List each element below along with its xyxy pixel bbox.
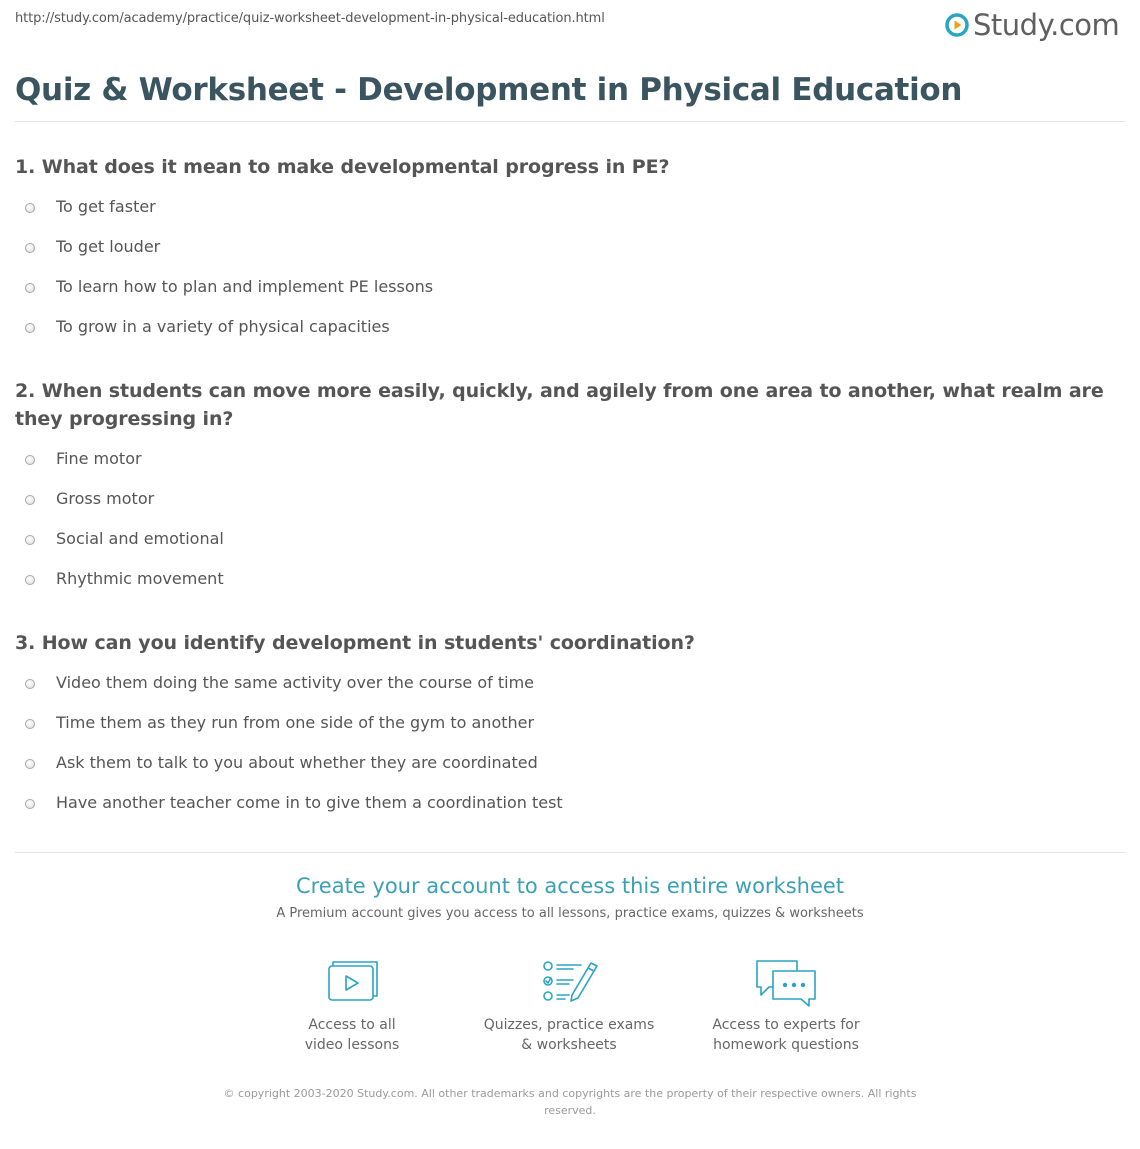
feature-video-lessons xyxy=(262,957,442,1055)
radio-button[interactable] xyxy=(25,719,35,729)
answer-option[interactable] xyxy=(15,753,1105,793)
radio-button[interactable] xyxy=(25,759,35,769)
radio-button[interactable] xyxy=(25,283,35,293)
question-text: 1. What does it mean to make developmental progress in PE? xyxy=(15,156,670,178)
answer-option[interactable] xyxy=(15,277,1105,317)
radio-button[interactable] xyxy=(25,679,35,689)
logo-wordmark: Study.com xyxy=(973,8,1120,42)
question-1 xyxy=(15,153,1105,357)
answer-label: Ask them to talk to you about whether they are coordinated xyxy=(56,753,538,772)
copyright-line: reserved. xyxy=(544,1104,596,1117)
answer-label: To get louder xyxy=(56,237,161,256)
radio-button[interactable] xyxy=(25,535,35,545)
answer-option[interactable] xyxy=(15,673,1105,713)
feature-text-line: Access to experts for xyxy=(712,1017,860,1033)
radio-button[interactable] xyxy=(25,575,35,585)
answer-option[interactable] xyxy=(15,489,1105,529)
question-3 xyxy=(15,629,1105,833)
play-circle-icon xyxy=(945,13,969,37)
question-text: 2. When students can move more easily, quickly, and agilely from one area to another, what realm are they progressing in? xyxy=(15,380,1104,430)
answer-option[interactable] xyxy=(15,793,1105,833)
feature-text-line: Quizzes, practice exams xyxy=(483,1017,655,1033)
radio-button[interactable] xyxy=(25,243,35,253)
answer-options xyxy=(15,197,1105,357)
answer-label: Time them as they run from one side of the gym to another xyxy=(56,713,535,732)
radio-button[interactable] xyxy=(25,495,35,505)
study-logo[interactable] xyxy=(945,8,1119,42)
feature-quizzes xyxy=(479,957,659,1055)
answer-option[interactable] xyxy=(15,449,1105,489)
feature-text-line: homework questions xyxy=(713,1037,859,1053)
feature-text-line: & worksheets xyxy=(521,1037,617,1053)
answer-label: Have another teacher come in to give them a coordination test xyxy=(56,793,563,812)
cta-subtitle: A Premium account gives you access to all lessons, practice exams, quizzes & worksheets xyxy=(276,906,864,921)
radio-button[interactable] xyxy=(25,203,35,213)
answer-option[interactable] xyxy=(15,569,1105,609)
copyright-footer xyxy=(215,1085,925,1119)
feature-text-line: video lessons xyxy=(304,1037,400,1053)
question-text: 3. How can you identify development in students' coordination? xyxy=(15,632,695,654)
answer-label: Social and emotional xyxy=(56,529,224,548)
radio-button[interactable] xyxy=(25,455,35,465)
title-divider xyxy=(15,121,1125,122)
answer-label: To learn how to plan and implement PE lessons xyxy=(56,277,434,296)
page-url: http://study.com/academy/practice/quiz-worksheet-development-in-physical-education.html xyxy=(15,11,605,26)
answer-option[interactable] xyxy=(15,237,1105,277)
answer-option[interactable] xyxy=(15,713,1105,753)
chat-bubbles-icon xyxy=(753,957,819,1007)
answer-label: Gross motor xyxy=(56,489,155,508)
answer-options xyxy=(15,449,1105,609)
answer-label: To get faster xyxy=(56,197,156,216)
answer-label: Fine motor xyxy=(56,449,142,468)
radio-button[interactable] xyxy=(25,323,35,333)
answer-option[interactable] xyxy=(15,197,1105,237)
feature-experts xyxy=(696,957,876,1055)
answer-option[interactable] xyxy=(15,529,1105,569)
page-title: Quiz & Worksheet - Development in Physical Education xyxy=(15,72,963,108)
answer-options xyxy=(15,673,1105,833)
cta-title-link[interactable]: Create your account to access this entire worksheet xyxy=(295,874,845,898)
copyright-line: © copyright 2003-2020 Study.com. All other trademarks and copyrights are the property of their respective owners. All rights xyxy=(223,1087,917,1100)
radio-button[interactable] xyxy=(25,799,35,809)
answer-label: Video them doing the same activity over the course of time xyxy=(56,673,535,692)
answer-label: To grow in a variety of physical capacities xyxy=(56,317,390,336)
section-divider xyxy=(15,852,1125,853)
quiz-checklist-icon xyxy=(539,957,599,1007)
question-2 xyxy=(15,377,1105,609)
video-lesson-icon xyxy=(325,957,379,1007)
answer-option[interactable] xyxy=(15,317,1105,357)
answer-label: Rhythmic movement xyxy=(56,569,224,588)
feature-text-line: Access to all xyxy=(308,1017,396,1033)
